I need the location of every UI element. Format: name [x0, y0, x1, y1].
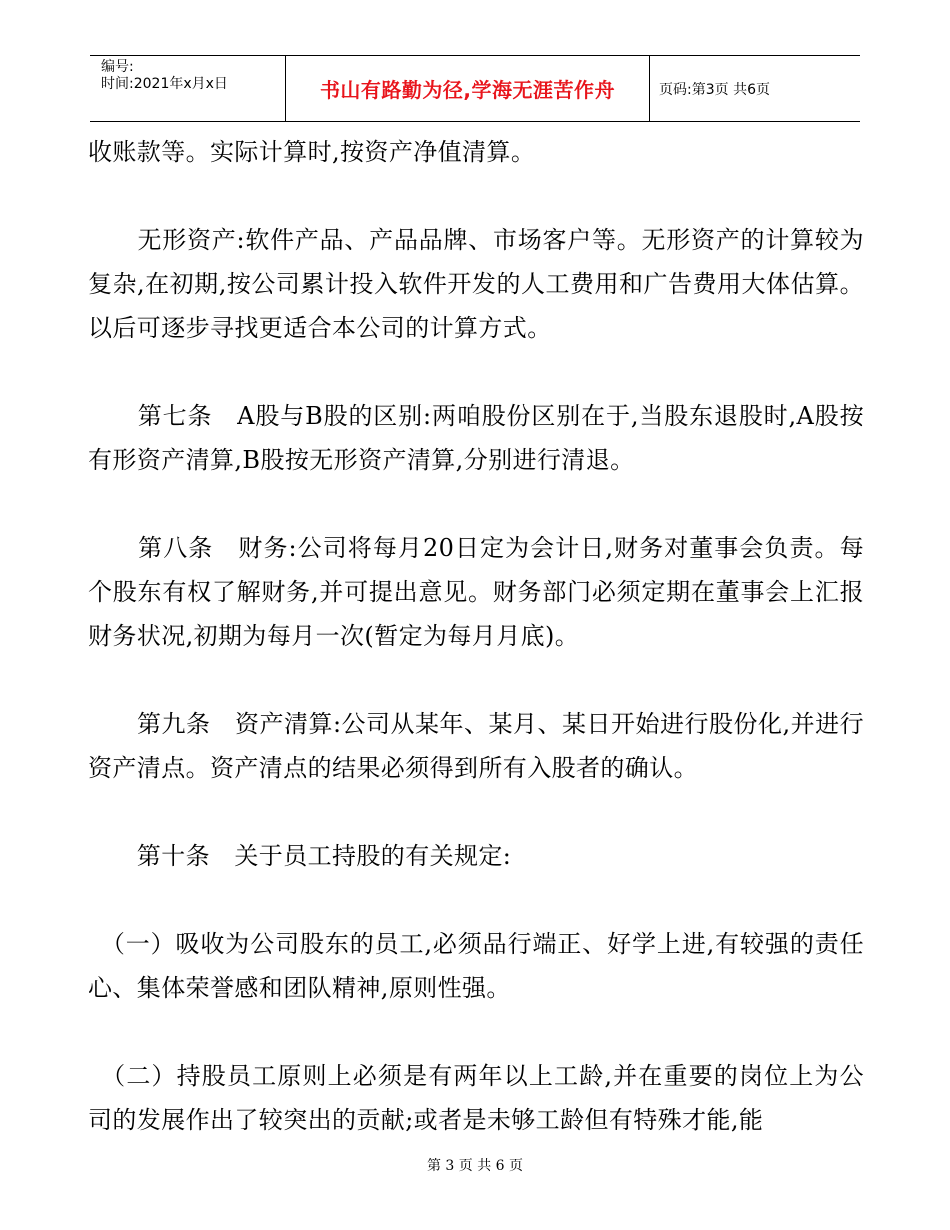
paragraph: 第七条 A股与B股的区别:两咱股份区别在于,当股东退股时,A股按有形资产清算,B股按无形资产清算,分别进行清退。 [88, 402, 864, 474]
header-meta [90, 56, 286, 121]
paragraph: 第十条 关于员工持股的有关规定: [88, 842, 512, 870]
paragraph: 无形资产:软件产品、产品品牌、市场客户等。无形资产的计算较为复杂,在初期,按公司累计投入软件开发的人工费用和广告费用大体估算。以后可逐步寻找更适合本公司的计算方式。 [88, 226, 864, 342]
header-motto: 书山有路勤为径,学海无涯苦作舟 [286, 56, 650, 121]
header-page-info: 页码:第3页 共6页 [659, 81, 770, 98]
paragraph: （二）持股员工原则上必须是有两年以上工龄,并在重要的岗位上为公司的发展作出了较突出的贡献;或者是未够工龄但有特殊才能,能 [88, 1062, 864, 1134]
paragraph: 收账款等。实际计算时,按资产净值清算。 [88, 138, 536, 166]
document-time-label: 时间:2021年x月x日 [101, 76, 228, 92]
document-number-label: 编号: [101, 59, 134, 75]
paragraph: （一）吸收为公司股东的员工,必须品行端正、好学上进,有较强的责任心、集体荣誉感和团队精神,原则性强。 [88, 930, 864, 1002]
page-header [90, 55, 860, 122]
paragraph: 第九条 资产清算:公司从某年、某月、某日开始进行股份化,并进行资产清点。资产清点的结果必须得到所有入股者的确认。 [88, 710, 864, 782]
paragraph: 第八条 财务:公司将每月20日定为会计日,财务对董事会负责。每个股东有权了解财务,并可提出意见。财务部门必须定期在董事会上汇报财务状况,初期为每月一次(暂定为每月月底)。 [88, 534, 864, 650]
document-body [88, 130, 864, 1142]
page-footer: 第 3 页 共 6 页 [426, 1158, 524, 1174]
